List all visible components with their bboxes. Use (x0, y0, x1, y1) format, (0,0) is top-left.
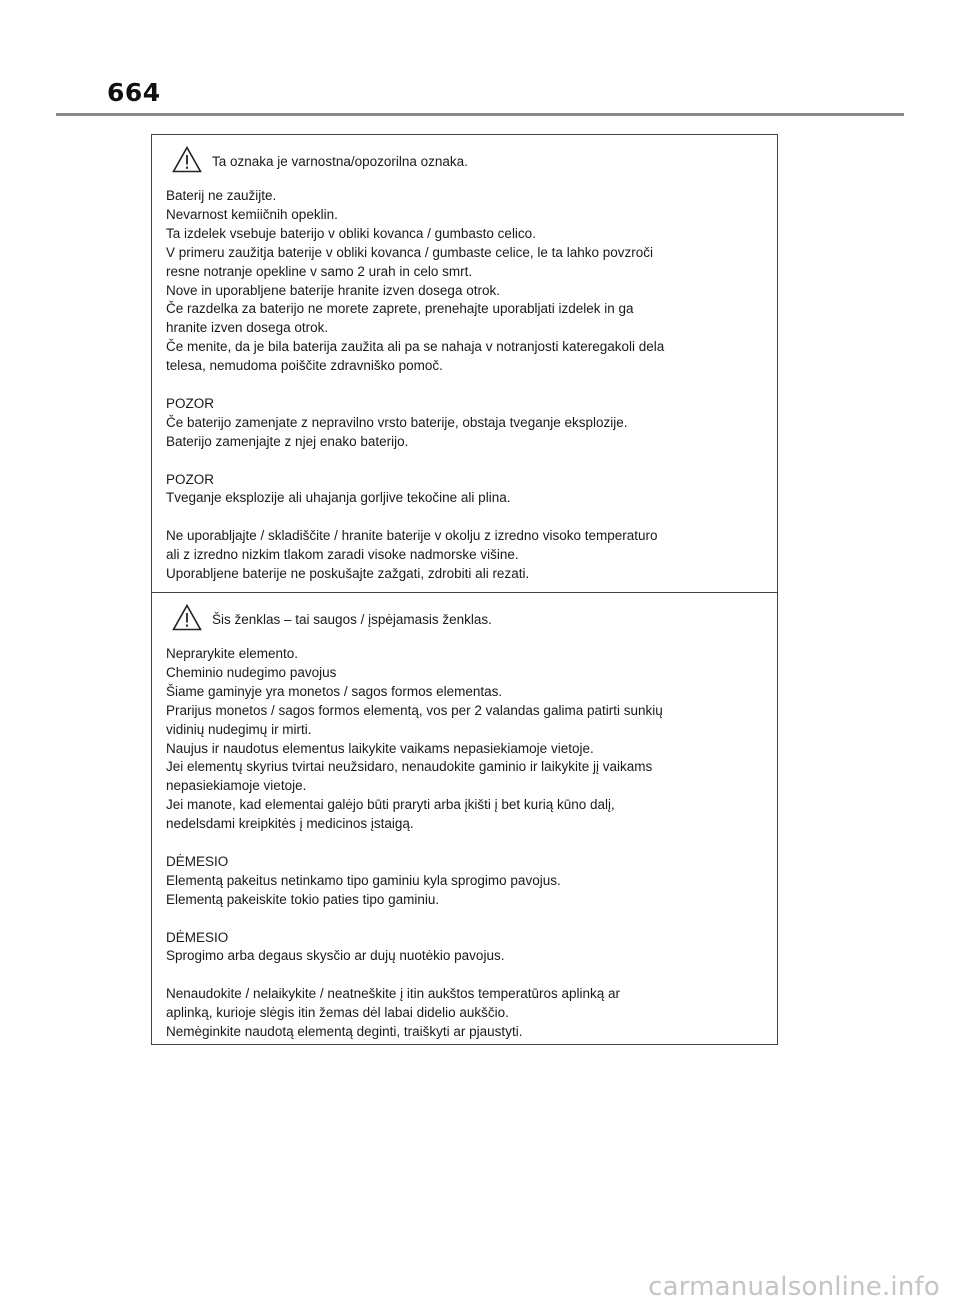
text-line: telesa, nemudoma poiščite zdravniško pomoč. (166, 358, 443, 374)
text-line: Ne uporabljajte / skladiščite / hranite baterije v okolju z izredno visoko temperaturo (166, 528, 658, 544)
warning-label: Šis ženklas – tai saugos / įspėjamasis ženklas. (212, 611, 492, 627)
text-line: Tveganje eksplozije ali uhajanja gorljive tekočine ali plina. (166, 490, 511, 506)
warning-triangle-icon (172, 146, 202, 173)
paragraph (166, 527, 765, 584)
section-paragraphs (166, 645, 765, 1042)
header-divider (56, 113, 904, 116)
text-line: Jei manote, kad elementai galėjo būti praryti arba įkišti į bet kurią kūno dalį, (166, 797, 615, 813)
text-line: Nevarnost kemiičnih opeklin. (166, 206, 338, 222)
text-line: Prarijus monetos / sagos formos elementą, vos per 2 valandas galima patirti sunkių (166, 702, 663, 718)
text-line: nepasiekiamoje vietoje. (166, 778, 307, 794)
watermark: carmanualsonline.info (648, 1272, 940, 1302)
text-line: nedelsdami kreipkitės į medicinos įstaigą. (166, 816, 414, 832)
notice-section-slovenian (152, 135, 777, 592)
text-line: V primeru zaužitja baterije v obliki kovanca / gumbaste celice, le ta lahko povzroči (166, 244, 653, 260)
paragraph (166, 187, 765, 376)
paragraph (166, 395, 765, 452)
text-line: Uporabljene baterije ne poskušajte zažgati, zdrobiti ali rezati. (166, 566, 530, 582)
text-line: Sprogimo arba degaus skysčio ar dujų nuotėkio pavojus. (166, 948, 505, 964)
text-line: POZOR (166, 395, 215, 411)
paragraph (166, 645, 765, 834)
text-line: DĖMESIO (166, 853, 229, 869)
warning-triangle-icon (172, 604, 202, 631)
text-line: Nemėginkite naudotą elementą deginti, traiškyti ar pjaustyti. (166, 1024, 523, 1040)
warning-heading (172, 143, 765, 175)
text-line: Nove in uporabljene baterije hranite izven dosega otrok. (166, 282, 500, 298)
text-line: Nenaudokite / nelaikykite / neatneškite į itin aukštos temperatūros aplinką ar (166, 986, 620, 1002)
paragraph (166, 853, 765, 910)
text-line: Baterijo zamenjajte z njej enako baterijo. (166, 433, 409, 449)
paragraph (166, 985, 765, 1042)
text-line: Če razdelka za baterijo ne morete zaprete, prenehajte uporabljati izdelek in ga (166, 301, 634, 317)
battery-warning-box (151, 134, 778, 1045)
text-line: Naujus ir naudotus elementus laikykite vaikams nepasiekiamoje vietoje. (166, 740, 594, 756)
text-line: DĖMESIO (166, 929, 229, 945)
warning-label: Ta oznaka je varnostna/opozorilna oznaka. (212, 153, 468, 169)
text-line: Elementą pakeiskite tokio paties tipo gaminiu. (166, 891, 440, 907)
text-line: Če menite, da je bila baterija zaužita ali pa se nahaja v notranjosti kateregakoli dela (166, 339, 665, 355)
page-number: 664 (107, 78, 161, 107)
text-line: hranite izven dosega otrok. (166, 320, 329, 336)
text-line: Če baterijo zamenjate z nepravilno vrsto baterije, obstaja tveganje eksplozije. (166, 414, 628, 430)
text-line: ali z izredno nizkim tlakom zaradi visoke nadmorske višine. (166, 547, 519, 563)
text-line: Elementą pakeitus netinkamo tipo gaminiu kyla sprogimo pavojus. (166, 872, 561, 888)
notice-section-lithuanian (152, 592, 777, 1044)
text-line: vidinių nudegimų ir mirti. (166, 721, 312, 737)
text-line: Baterij ne zaužijte. (166, 188, 277, 203)
text-line: resne notranje opekline v samo 2 urah in celo smrt. (166, 263, 473, 279)
section-paragraphs (166, 187, 765, 584)
text-line: POZOR (166, 471, 215, 487)
text-line: aplinką, kurioje slėgis itin žemas dėl labai didelio aukščio. (166, 1005, 509, 1021)
text-line: Šiame gaminyje yra monetos / sagos formos elementas. (166, 683, 503, 699)
text-line: Cheminio nudegimo pavojus (166, 664, 337, 680)
warning-heading (172, 601, 765, 633)
text-line: Jei elementų skyrius tvirtai neužsidaro, nenaudokite gaminio ir laikykite jį vaikams (166, 759, 653, 775)
paragraph (166, 471, 765, 509)
paragraph (166, 929, 765, 967)
text-line: Ta izdelek vsebuje baterijo v obliki kovanca / gumbasto celico. (166, 225, 536, 241)
text-line: Neprarykite elemento. (166, 646, 299, 661)
